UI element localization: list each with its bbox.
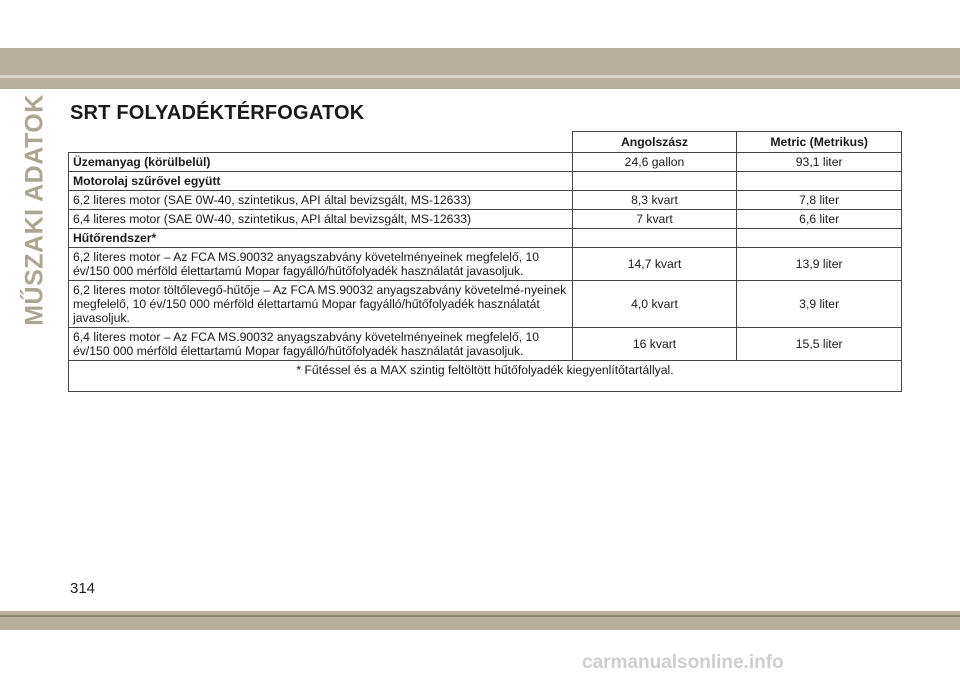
table-row [69,281,902,328]
top-header-band [0,48,960,89]
row-metric: 13,9 liter [737,248,902,281]
row-description: 6,2 literes motor (SAE 0W-40, szintetikus, API által bevizsgált, MS-12633) [69,191,573,210]
watermark-text: carmanualsonline.info [582,652,784,673]
row-description: Üzemanyag (körülbelül) [69,153,573,172]
table-footnote: * Fűtéssel és a MAX szintig feltöltött hűtőfolyadék kiegyenlítőtartállyal. [69,361,902,392]
table-row [69,229,902,248]
row-metric: 6,6 liter [737,210,902,229]
table-row [69,153,902,172]
header-blank-cell [69,132,573,153]
row-imperial: 16 kvart [572,328,737,361]
fluid-capacity-table [68,131,902,392]
table-row [69,248,902,281]
table-row [69,210,902,229]
bottom-footer-band [0,611,960,630]
row-imperial [572,172,737,191]
row-imperial: 14,7 kvart [572,248,737,281]
table-row [69,191,902,210]
row-imperial: 4,0 kvart [572,281,737,328]
row-metric [737,172,902,191]
header-metric: Metric (Metrikus) [737,132,902,153]
row-imperial: 24,6 gallon [572,153,737,172]
page-number: 314 [70,580,96,597]
row-description: Hűtőrendszer* [69,229,573,248]
side-section-label [19,94,51,326]
row-metric [737,229,902,248]
header-imperial: Angolszász [572,132,737,153]
row-imperial: 8,3 kvart [572,191,737,210]
row-description: 6,2 literes motor töltőlevegő-hűtője – Az FCA MS.90032 anyagszabvány követelmé-nyeinek megfelelő, 10 év/150 000 mérföld élettartamú Mopar fagyálló/hűtőfolyadék használatát javasoljuk. [69,281,573,328]
row-metric: 15,5 liter [737,328,902,361]
table-header-row [69,132,902,153]
row-metric: 93,1 liter [737,153,902,172]
row-imperial: 7 kvart [572,210,737,229]
row-metric: 7,8 liter [737,191,902,210]
row-description: 6,4 literes motor (SAE 0W-40, szintetikus, API által bevizsgált, MS-12633) [69,210,573,229]
table-row [69,172,902,191]
row-description: 6,4 literes motor – Az FCA MS.90032 anyagszabvány követelményeinek megfelelő, 10 év/150 000 mérföld élettartamú Mopar fagyálló/hűtőfolyadék használatát javasoljuk. [69,328,573,361]
side-section-label-text: MŰSZAKI ADATOK [20,94,49,326]
row-description: Motorolaj szűrővel együtt [69,172,573,191]
table-footnote-row [69,361,902,392]
row-imperial [572,229,737,248]
row-description: 6,2 literes motor – Az FCA MS.90032 anyagszabvány követelményeinek megfelelő, 10 év/150 000 mérföld élettartamú Mopar fagyálló/hűtőfolyadék használatát javasoljuk. [69,248,573,281]
header-stripe [0,75,960,78]
row-metric: 3,9 liter [737,281,902,328]
table-row [69,328,902,361]
page-title: SRT FOLYADÉKTÉRFOGATOK [70,102,365,124]
footer-stripe [0,615,960,617]
